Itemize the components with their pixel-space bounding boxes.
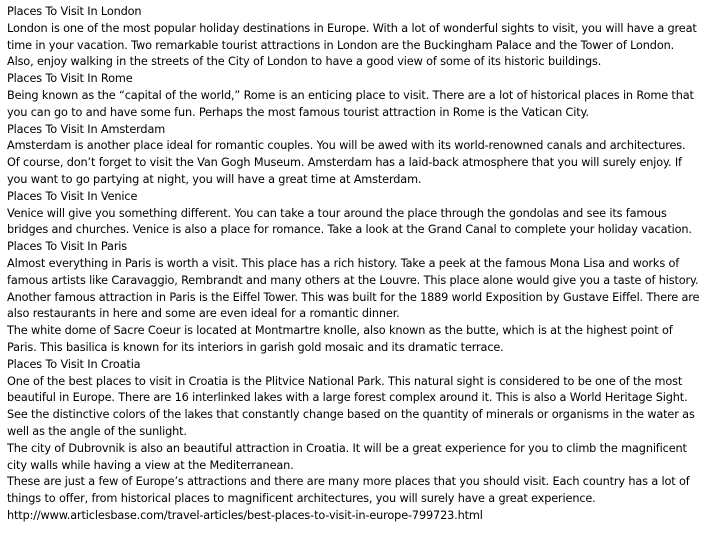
paragraph-line: Also, enjoy walking in the streets of the City of London to have a good view of some of its historic buildings.: [7, 55, 602, 69]
paragraph-line: bridges and churches. Venice is also a place for romance. Take a look at the Grand Canal to complete your holiday vacation.: [7, 223, 692, 237]
paragraph-line: time in your vacation. Two remarkable tourist attractions in London are the Buckingham Palace and the Tower of London.: [7, 38, 675, 52]
heading-paris: Places To Visit In Paris: [7, 240, 128, 254]
paragraph-line: things to offer, from historical places to magnificent architectures, you will surely have a great experience.: [7, 492, 596, 506]
paragraph-line: you can go to and have some fun. Perhaps the most famous tourist attraction in Rome is the Vatican City.: [7, 105, 589, 119]
source-url: http://www.articlesbase.com/travel-articles/best-places-to-visit-in-europe-799723.html: [7, 508, 483, 522]
paragraph-line: you want to go partying at night, you will have a great time at Amsterdam.: [7, 172, 422, 186]
heading-london: Places To Visit In London: [7, 5, 142, 18]
paragraph-line: Venice will give you something different. You can take a tour around the place through the gondolas and see its famous: [7, 206, 667, 220]
heading-rome: Places To Visit In Rome: [7, 72, 133, 86]
paragraph-line: Paris. This basilica is known for its interiors in garish gold mosaic and its dramatic terrace.: [7, 340, 504, 354]
paragraph-line: Amsterdam is another place ideal for romantic couples. You will be awed with its world-renowned canals and architectures.: [7, 139, 686, 153]
paragraph-line: Almost everything in Paris is worth a visit. This place has a rich history. Take a peek at the famous Mona Lisa and works of: [7, 256, 680, 270]
heading-amsterdam: Places To Visit In Amsterdam: [7, 122, 166, 136]
article-body: [7, 4, 718, 525]
paragraph-line: also restaurants in here and some are even ideal for a romantic dinner.: [7, 307, 400, 321]
paragraph-line: Of course, don’t forget to visit the Van Gogh Museum. Amsterdam has a laid-back atmosphere that you will surely enjoy. If: [7, 156, 682, 170]
paragraph-line: The white dome of Sacre Coeur is located at Montmartre knolle, also known as the butte, which is at the highest point of: [7, 324, 673, 338]
paragraph-line: London is one of the most popular holiday destinations in Europe. With a lot of wonderful sights to visit, you will have a great: [7, 21, 697, 35]
paragraph-line: well as the angle of the sunlight.: [7, 424, 187, 438]
paragraph-line: One of the best places to visit in Croatia is the Plitvice National Park. This natural sight is considered to be one of the most: [7, 374, 683, 388]
paragraph-line: The city of Dubrovnik is also an beautiful attraction in Croatia. It will be a great experience for you to climb the magnificent: [7, 441, 687, 455]
paragraph-line: See the distinctive colors of the lakes that constantly change based on the quantity of minerals or organisms in the water as: [7, 408, 695, 422]
paragraph-line: These are just a few of Europe’s attractions and there are many more places that you should visit. Each country has a lot of: [7, 475, 690, 489]
paragraph-line: Another famous attraction in Paris is the Eiffel Tower. This was built for the 1889 world Exposition by Gustave Eiffel. There are: [7, 290, 700, 304]
paragraph-line: famous artists like Caravaggio, Rembrandt and many others at the Louvre. This place alone would give you a taste of history.: [7, 273, 699, 287]
paragraph-line: city walls while having a view at the Mediterranean.: [7, 458, 294, 472]
paragraph-line: Being known as the “capital of the world,” Rome is an enticing place to visit. There are a lot of historical places in Rome that: [7, 88, 694, 102]
paragraph-line: beautiful in Europe. There are 16 interlinked lakes with a large forest complex around it. This is also a World Heritage Sight.: [7, 391, 688, 405]
heading-venice: Places To Visit In Venice: [7, 189, 138, 203]
heading-croatia: Places To Visit In Croatia: [7, 357, 141, 371]
